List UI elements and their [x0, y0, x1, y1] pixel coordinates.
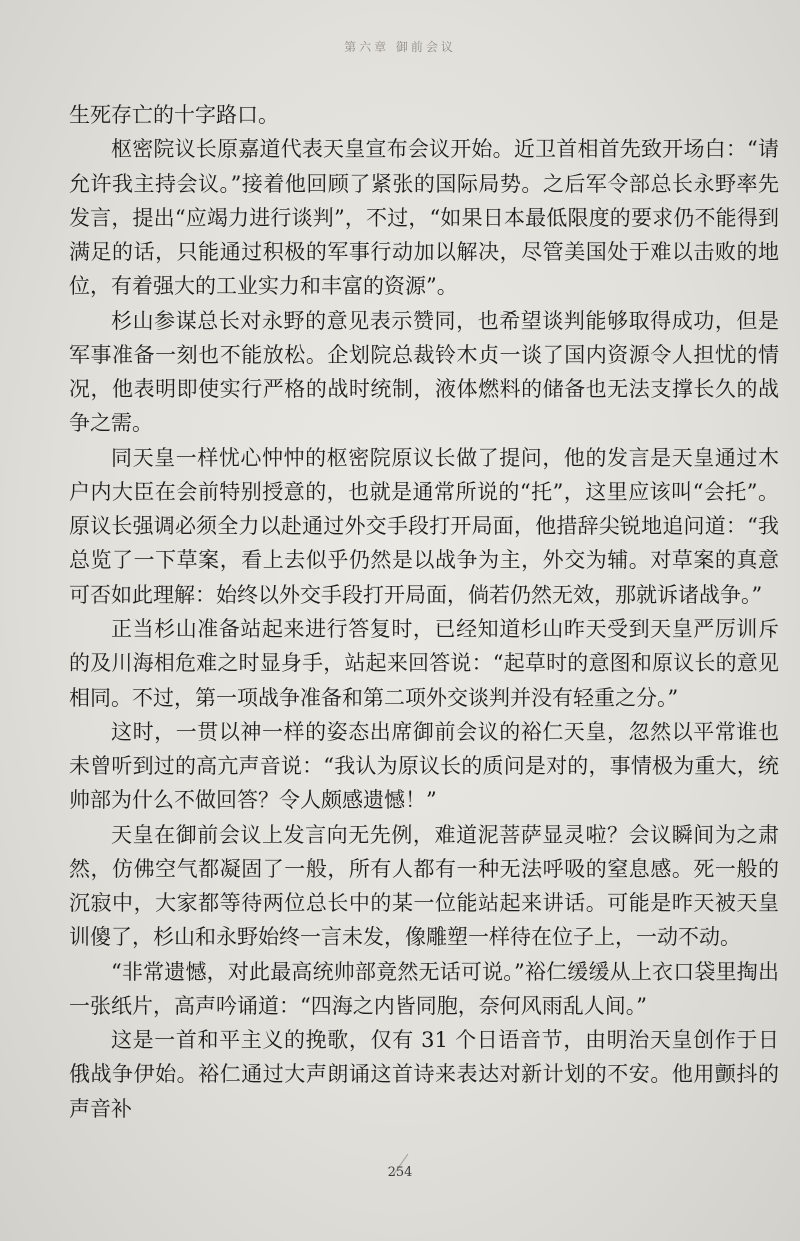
- paragraph: 这时，一贯以神一样的姿态出席御前会议的裕仁天皇，忽然以平常谁也未曾听到过的高亢声音说：“我认为原议长的质问是对的，事情极为重大，统帅部为什么不做回答？令人颇感遗憾！”: [69, 719, 779, 813]
- paragraph: 生死存亡的十字路口。: [69, 103, 279, 127]
- paragraph: 正当杉山准备站起来进行答复时，已经知道杉山昨天受到天皇严厉训斥的及川海相危难之时显身手，站起来回答说：“起草时的意图和原议长的意见相同。不过，第一项战争准备和第二项外交谈判并没有轻重之分。”: [69, 616, 779, 710]
- body-text: [69, 98, 779, 1126]
- running-header: 第六章 御前会议: [344, 40, 456, 54]
- paragraph: 枢密院议长原嘉道代表天皇宣布会议开始。近卫首相首先致开场白：“请允许我主持会议。”接着他回顾了紧张的国际局势。之后军令部总长永野率先发言，提出“应竭力进行谈判”，不过，“如果日本最低限度的要求仍不能得到满足的话，只能通过积极的军事行动加以解决，尽管美国处于难以击败的地位，有着强大的工业实力和丰富的资源”。: [69, 137, 779, 299]
- paragraph: 天皇在御前会议上发言向无先例，难道泥菩萨显灵啦？会议瞬间为之肃然，仿佛空气都凝固了一般，所有人都有一种无法呼吸的窒息感。死一般的沉寂中，大家都等待两位总长中的某一位能站起来讲话。可能是昨天被天皇训傻了，杉山和永野始终一言未发，像雕塑一样待在位子上，一动不动。: [69, 822, 779, 950]
- paragraph: 杉山参谋总长对永野的意见表示赞同，也希望谈判能够取得成功，但是军事准备一刻也不能放松。企划院总裁铃木贞一谈了国内资源令人担忧的情况，他表明即使实行严格的战时统制，液体燃料的储备也无法支撑长久的战争之需。: [69, 308, 779, 436]
- paragraph: 同天皇一样忧心忡忡的枢密院原议长做了提问，他的发言是天皇通过木户内大臣在会前特别授意的，也就是通常所说的“托”，这里应该叫“会托”。原议长强调必须全力以赴通过外交手段打开局面，他措辞尖锐地追问道：“我总览了一下草案，看上去似乎仍然是以战争为主，外交为辅。对草案的真意可否如此理解：始终以外交手段打开局面，倘若仍然无效，那就诉诸战争。”: [69, 445, 779, 607]
- paragraph: 这是一首和平主义的挽歌，仅有 31 个日语音节，由明治天皇创作于日俄战争伊始。裕仁通过大声朗诵这首诗来表达对新计划的不安。他用颤抖的声音补: [69, 1028, 779, 1121]
- paragraph: “非常遗憾，对此最高统帅部竟然无话可说。”裕仁缓缓从上衣口袋里掏出一张纸片，高声吟诵道：“四海之内皆同胞，奈何风雨乱人间。”: [69, 959, 779, 1018]
- page-number: 254: [387, 1165, 413, 1180]
